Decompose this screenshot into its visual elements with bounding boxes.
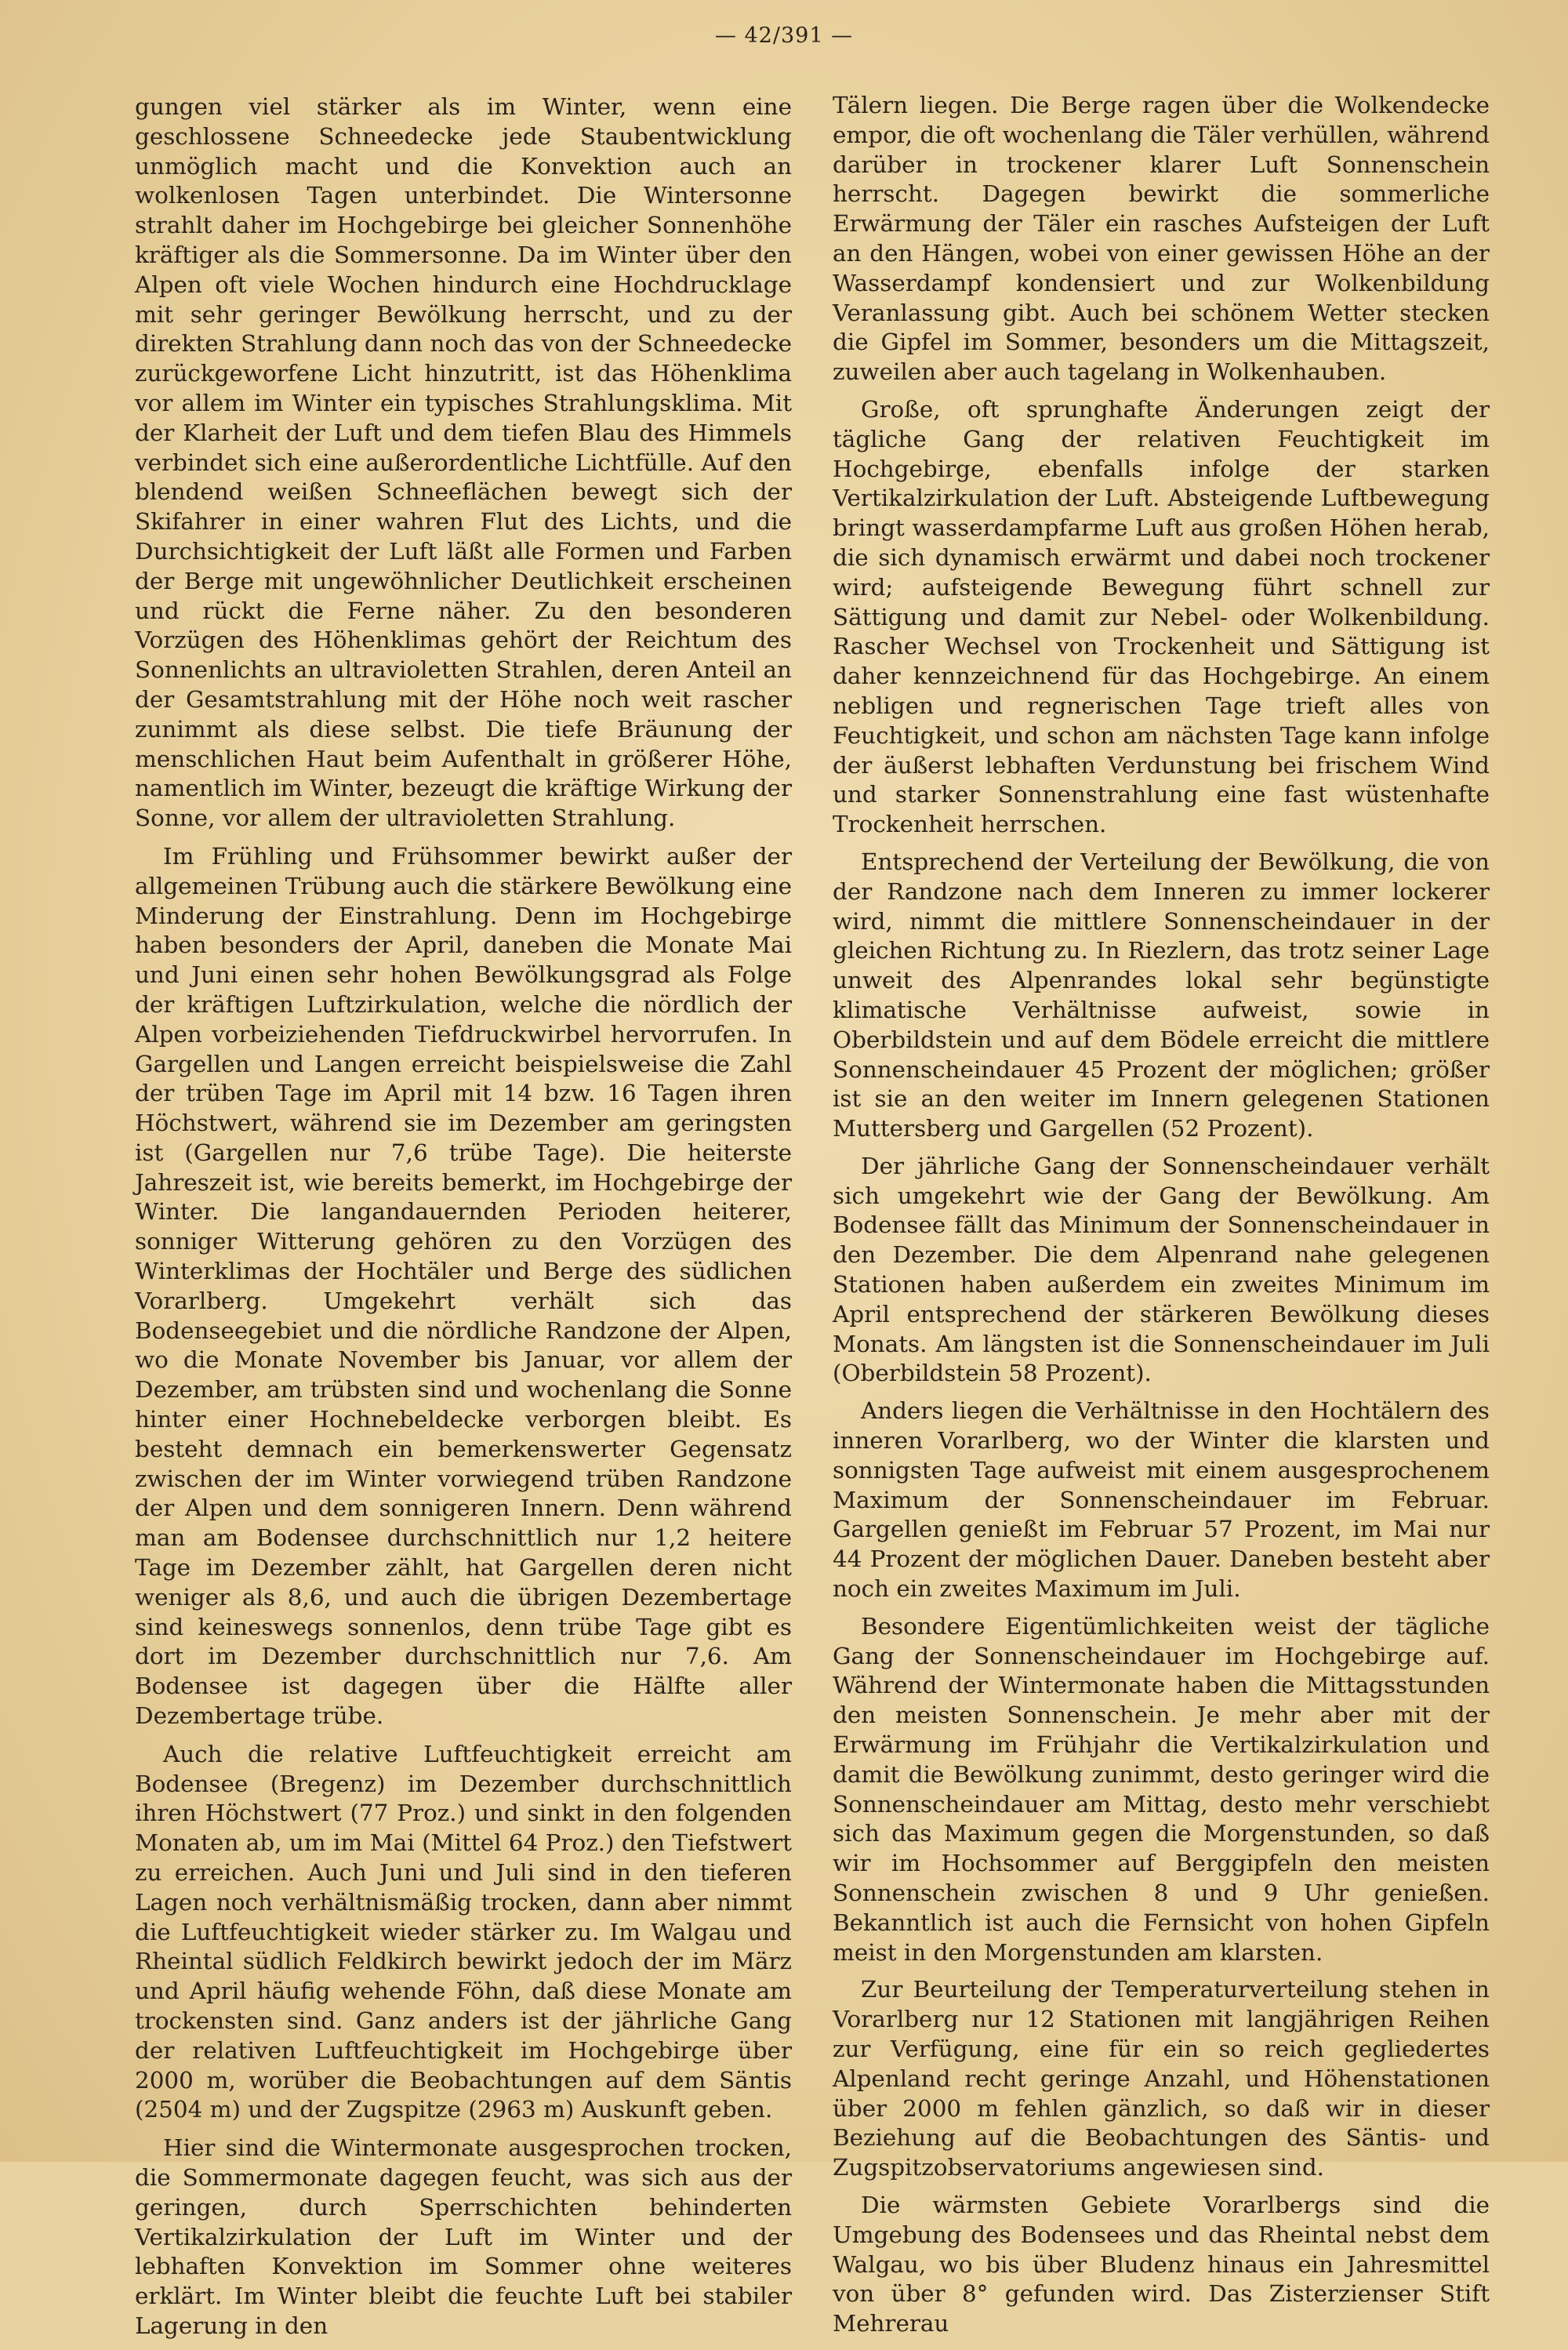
- paragraph: Anders liegen die Verhältnisse in den Hochtälern des inneren Vorarlberg, wo der Winter die klarsten und sonnigsten Tage aufweist mit einem ausgesprochenem Maximum der Sonnenscheindauer im Februar. Gargellen genießt im Februar 57 Prozent, im Mai nur 44 Prozent der möglichen Dauer. Daneben besteht aber noch ein zweites Maximum im Juli.: [833, 1397, 1490, 1603]
- page-number: — 42/391 —: [714, 24, 854, 48]
- paragraph: Hier sind die Wintermonate ausgesprochen trocken, die Sommermonate dagegen feucht, was sich aus der geringen, durch Sperrschichten behinderten Vertikalzirkulation der Luft im Winter und der lebhaften Konvektion im Sommer ohne weiteres erklärt. Im Winter bleibt die feuchte Luft bei stabiler Lagerung in den: [135, 2134, 792, 2339]
- paragraph: Große, oft sprunghafte Änderungen zeigt der tägliche Gang der relativen Feuchtigkeit im Hochgebirge, ebenfalls infolge der starken Vertikalzirkulation der Luft. Absteigende Luftbewegung bringt wasserdampfarme Luft aus großen Höhen herab, die sich dynamisch erwärmt und dabei noch trockener wird; aufsteigende Bewegung führt schnell zur Sättigung und damit zur Nebel- oder Wolkenbildung. Rascher Wechsel von Trockenheit und Sättigung ist daher kennzeichnend für das Hochgebirge. An einem nebligen und regnerischen Tage trieft alles von Feuchtigkeit, und schon am nächsten Tage kann infolge der äußerst lebhaften Verdunstung bei frischem Wind und starker Sonnenstrahlung eine fast wüstenhafte Trockenheit herrschen.: [833, 395, 1490, 838]
- paragraph: Tälern liegen. Die Berge ragen über die Wolkendecke empor, die oft wochenlang die Täler verhüllen, während darüber in trockener klarer Luft Sonnenschein herrscht. Dagegen bewirkt die sommerliche Erwärmung der Täler ein rasches Aufsteigen der Luft an den Hängen, wobei von einer gewissen Höhe an der Wasserdampf kondensiert und zur Wolkenbildung Veranlassung gibt. Auch bei schönem Wetter stecken die Gipfel im Sommer, besonders um die Mittagszeit, zuweilen aber auch tagelang in Wolkenhauben.: [833, 92, 1490, 386]
- paragraph: gungen viel stärker als im Winter, wenn eine geschlossene Schneedecke jede Staubentwicklung unmöglich macht und die Konvektion auch an wolkenlosen Tagen unterbindet. Die Wintersonne strahlt daher im Hochgebirge bei gleicher Sonnenhöhe kräftiger als die Sommersonne. Da im Winter über den Alpen oft viele Wochen hindurch eine Hochdrucklage mit sehr geringer Bewölkung herrscht, und zu der direkten Strahlung dann noch das von der Schneedecke zurückgeworfene Licht hinzutritt, ist das Höhenklima vor allem im Winter ein typisches Strahlungsklima. Mit der Klarheit der Luft und dem tiefen Blau des Himmels verbindet sich eine außerordentliche Lichtfülle. Auf den blendend weißen Schneeflächen bewegt sich der Skifahrer in einer wahren Flut des Lichts, und die Durchsichtigkeit der Luft läßt alle Formen und Farben der Berge mit ungewöhnlicher Deutlichkeit erscheinen und rückt die Ferne näher. Zu den besonderen Vorzügen des Höhenklimas gehört der Reichtum des Sonnenlichts an ultravioletten Strahlen, deren Anteil an der Gesamtstrahlung mit der Höhe noch weit rascher zunimmt als diese selbst. Die tiefe Bräunung der menschlichen Haut beim Aufenthalt in größerer Höhe, namentlich im Winter, bezeugt die kräftige Wirkung der Sonne, vor allem der ultravioletten Strahlung.: [135, 93, 792, 832]
- paragraph: Auch die relative Luftfeuchtigkeit erreicht am Bodensee (Bregenz) im Dezember durchschnittlich ihren Höchstwert (77 Proz.) und sinkt in den folgenden Monaten ab, um im Mai (Mittel 64 Proz.) den Tiefstwert zu erreichen. Auch Juni und Juli sind in den tieferen Lagen noch verhältnismäßig trocken, dann aber nimmt die Luftfeuchtigkeit wieder stärker zu. Im Walgau und Rheintal südlich Feldkirch bewirkt jedoch der im März und April häufig wehende Föhn, daß diese Monate am trockensten sind. Ganz anders ist der jährliche Gang der relativen Luftfeuchtigkeit im Hochgebirge über 2000 m, worüber die Beobachtungen auf dem Säntis (2504 m) und der Zugspitze (2963 m) Auskunft geben.: [135, 1740, 792, 2123]
- paragraph: Im Frühling und Frühsommer bewirkt außer der allgemeinen Trübung auch die stärkere Bewölkung eine Minderung der Einstrahlung. Denn im Hochgebirge haben besonders der April, daneben die Monate Mai und Juni einen sehr hohen Bewölkungsgrad als Folge der kräftigen Luftzirkulation, welche die nördlich der Alpen vorbeiziehenden Tiefdruckwirbel hervorrufen. In Gargellen und Langen erreicht beispielsweise die Zahl der trüben Tage im April mit 14 bzw. 16 Tagen ihren Höchstwert, während sie im Dezember am geringsten ist (Gargellen nur 7,6 trübe Tage). Die heiterste Jahreszeit ist, wie bereits bemerkt, im Hochgebirge der Winter. Die langandauernden Perioden heiterer, sonniger Witterung gehören zu den Vorzügen des Winterklimas der Hochtäler und Berge des südlichen Vorarlberg. Umgekehrt verhält sich das Bodenseegebiet und die nördliche Randzone der Alpen, wo die Monate November bis Januar, vor allem der Dezember, am trübsten sind und wochenlang die Sonne hinter einer Hochnebeldecke verborgen bleibt. Es besteht demnach ein bemerkenswerter Gegensatz zwischen der im Winter vorwiegend trüben Randzone der Alpen und dem sonnigeren Innern. Denn während man am Bodensee durchschnittlich nur 1,2 heitere Tage im Dezember zählt, hat Gargellen deren nicht weniger als 8,6, und auch die übrigen Dezembertage sind keineswegs sonnenlos, denn trübe Tage gibt es dort im Dezember durchschnittlich nur 7,6. Am Bodensee ist dagegen über die Hälfte aller Dezembertage trübe.: [135, 842, 792, 1730]
- paragraph: Die wärmsten Gebiete Vorarlbergs sind die Umgebung des Bodensees und das Rheintal nebst dem Walgau, wo bis über Bludenz hinaus ein Jahresmittel von über 8° gefunden wird. Das Zisterzienser Stift Mehrerau: [833, 2191, 1490, 2337]
- paragraph: Der jährliche Gang der Sonnenscheindauer verhält sich umgekehrt wie der Gang der Bewölkung. Am Bodensee fällt das Minimum der Sonnenscheindauer in den Dezember. Die dem Alpenrand nahe gelegenen Stationen haben außerdem ein zweites Minimum im April entsprechend der stärkeren Bewölkung dieses Monats. Am längsten ist die Sonnenscheindauer im Juli (Oberbildstein 58 Prozent).: [833, 1152, 1490, 1387]
- right-column: [833, 91, 1490, 2347]
- left-column: [135, 93, 792, 2350]
- paragraph: Besondere Eigentümlichkeiten weist der tägliche Gang der Sonnenscheindauer im Hochgebirge auf. Während der Wintermonate haben die Mittagsstunden den meisten Sonnenschein. Je mehr aber mit der Erwärmung im Frühjahr die Vertikalzirkulation und damit die Bewölkung zunimmt, desto geringer wird die Sonnenscheindauer am Mittag, desto mehr verschiebt sich das Maximum gegen die Morgenstunden, so daß wir im Hochsommer auf Berggipfeln den meisten Sonnenschein zwischen 8 und 9 Uhr genießen. Bekanntlich ist auch die Fernsicht von hohen Gipfeln meist in den Morgenstunden am klarsten.: [833, 1612, 1490, 1966]
- paragraph: Zur Beurteilung der Temperaturverteilung stehen in Vorarlberg nur 12 Stationen mit langjährigen Reihen zur Verfügung, eine für ein so reich gegliedertes Alpenland recht geringe Anzahl, und Höhenstationen über 2000 m fehlen gänzlich, so daß wir in dieser Beziehung auf die Beobachtungen des Säntis- und Zugspitzobservatoriums angewiesen sind.: [833, 1976, 1490, 2181]
- paragraph: Entsprechend der Verteilung der Bewölkung, die von der Randzone nach dem Inneren zu immer lockerer wird, nimmt die mittlere Sonnenscheindauer in der gleichen Richtung zu. In Riezlern, das trotz seiner Lage unweit des Alpenrandes lokal sehr begünstigte klimatische Verhältnisse aufweist, sowie in Oberbildstein und auf dem Bödele erreicht die mittlere Sonnenscheindauer 45 Prozent der möglichen; größer ist sie an den weiter im Innern gelegenen Stationen Muttersberg und Gargellen (52 Prozent).: [833, 848, 1490, 1142]
